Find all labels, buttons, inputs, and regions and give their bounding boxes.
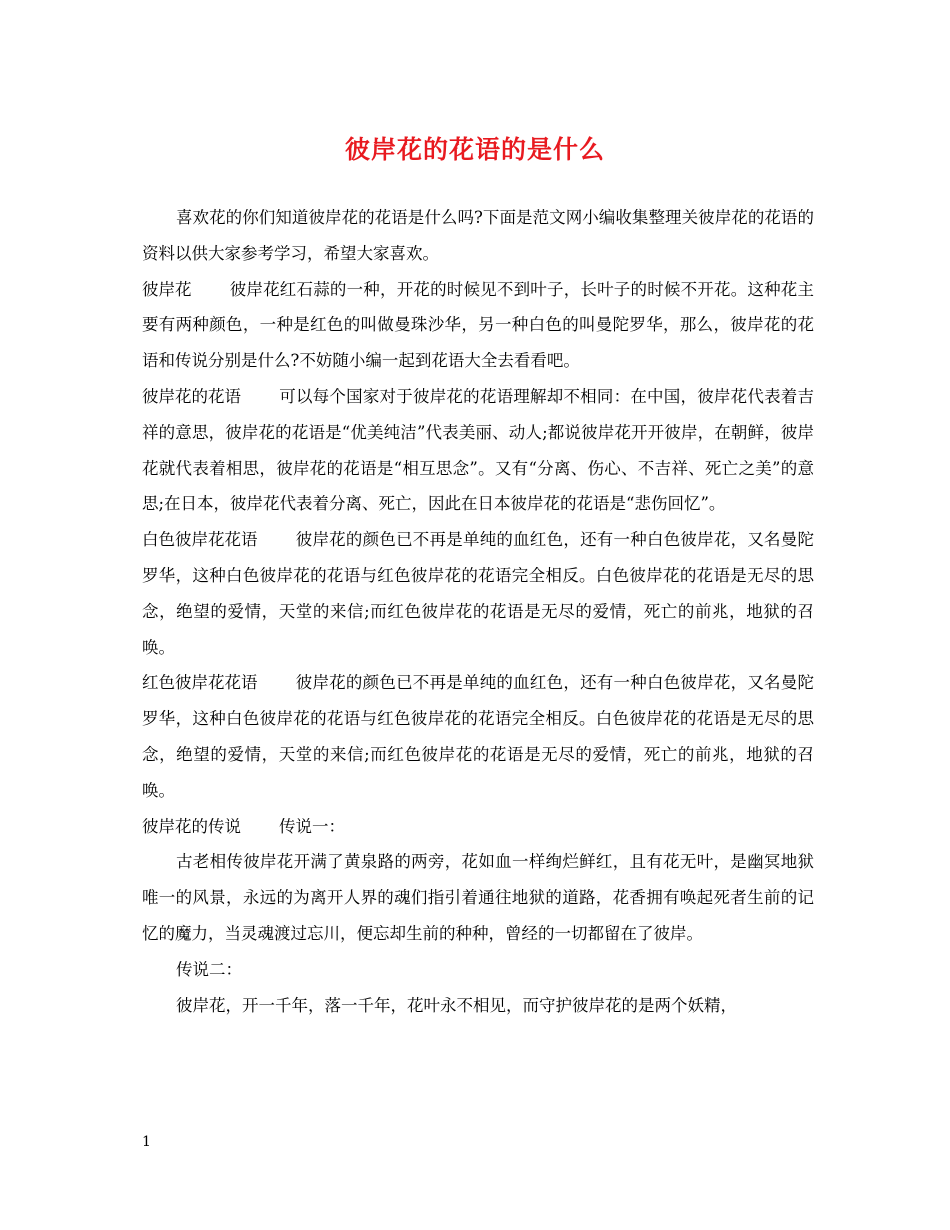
section-paragraph	[142, 809, 814, 845]
legend-two-label: 传说二：	[176, 959, 242, 979]
section-text: 可以每个国家对于彼岸花的花语理解却不相同：在中国，彼岸花代表着吉祥的意思，彼岸花的花语是“优美纯洁”代表美丽、动人;都说彼岸花开开彼岸，在朝鲜，彼岸花就代表着相思，彼岸花的花语是“相互思念”。又有“分离、伤心、不吉祥、死亡之美”的意思;在日本，彼岸花代表着分离、死亡，因此在日本彼岸花的花语是“悲伤回忆”。	[142, 386, 814, 514]
section-paragraph	[142, 272, 814, 379]
document-body	[142, 200, 814, 1023]
legend-one-paragraph: 古老相传彼岸花开满了黄泉路的两旁，花如血一样绚烂鲜红，且有花无叶，是幽冥地狱唯一的风景，永远的为离开人界的魂们指引着通往地狱的道路，花香拥有唤起死者生前的记忆的魔力，当灵魂渡过忘川，便忘却生前的种种，曾经的一切都留在了彼岸。	[142, 852, 814, 943]
section-paragraph	[142, 665, 814, 808]
section-text: 彼岸花的颜色已不再是单纯的血红色，还有一种白色彼岸花，又名曼陀罗华，这种白色彼岸花的花语与红色彼岸花的花语完全相反。白色彼岸花的花语是无尽的思念，绝望的爱情，天堂的来信;而红色彼岸花的花语是无尽的爱情，死亡的前兆，地狱的召唤。	[142, 530, 814, 657]
section-text: 彼岸花红石蒜的一种，开花的时候见不到叶子，长叶子的时候不开花。这种花主要有两种颜色，一种是红色的叫做曼珠沙华，另一种白色的叫曼陀罗华，那么，彼岸花的花语和传说分别是什么?不妨随小编一起到花语大全去看看吧。	[142, 279, 814, 371]
intro-paragraph: 喜欢花的你们知道彼岸花的花语是什么吗?下面是范文网小编收集整理关彼岸花的花语的资料以供大家参考学习，希望大家喜欢。	[142, 208, 814, 263]
legend-two-paragraph: 彼岸花，开一千年，落一千年，花叶永不相见，而守护彼岸花的是两个妖精，	[176, 995, 737, 1015]
section-label: 彼岸花的传说	[142, 816, 241, 836]
section-paragraph	[142, 379, 814, 522]
section-text: 传说一：	[279, 816, 345, 836]
section-label: 红色彼岸花花语	[142, 673, 258, 693]
section-text: 彼岸花的颜色已不再是单纯的血红色，还有一种白色彼岸花，又名曼陀罗华，这种白色彼岸花的花语与红色彼岸花的花语完全相反。白色彼岸花的花语是无尽的思念，绝望的爱情，天堂的来信;而红色彼岸花的花语是无尽的爱情，死亡的前兆，地狱的召唤。	[142, 673, 814, 800]
section-label: 白色彼岸花花语	[142, 530, 258, 550]
document-title: 彼岸花的花语的是什么	[344, 135, 605, 164]
section-label: 彼岸花	[142, 279, 192, 299]
page-number: 1	[142, 1134, 151, 1150]
section-paragraph	[142, 522, 814, 665]
section-label: 彼岸花的花语	[142, 386, 241, 406]
